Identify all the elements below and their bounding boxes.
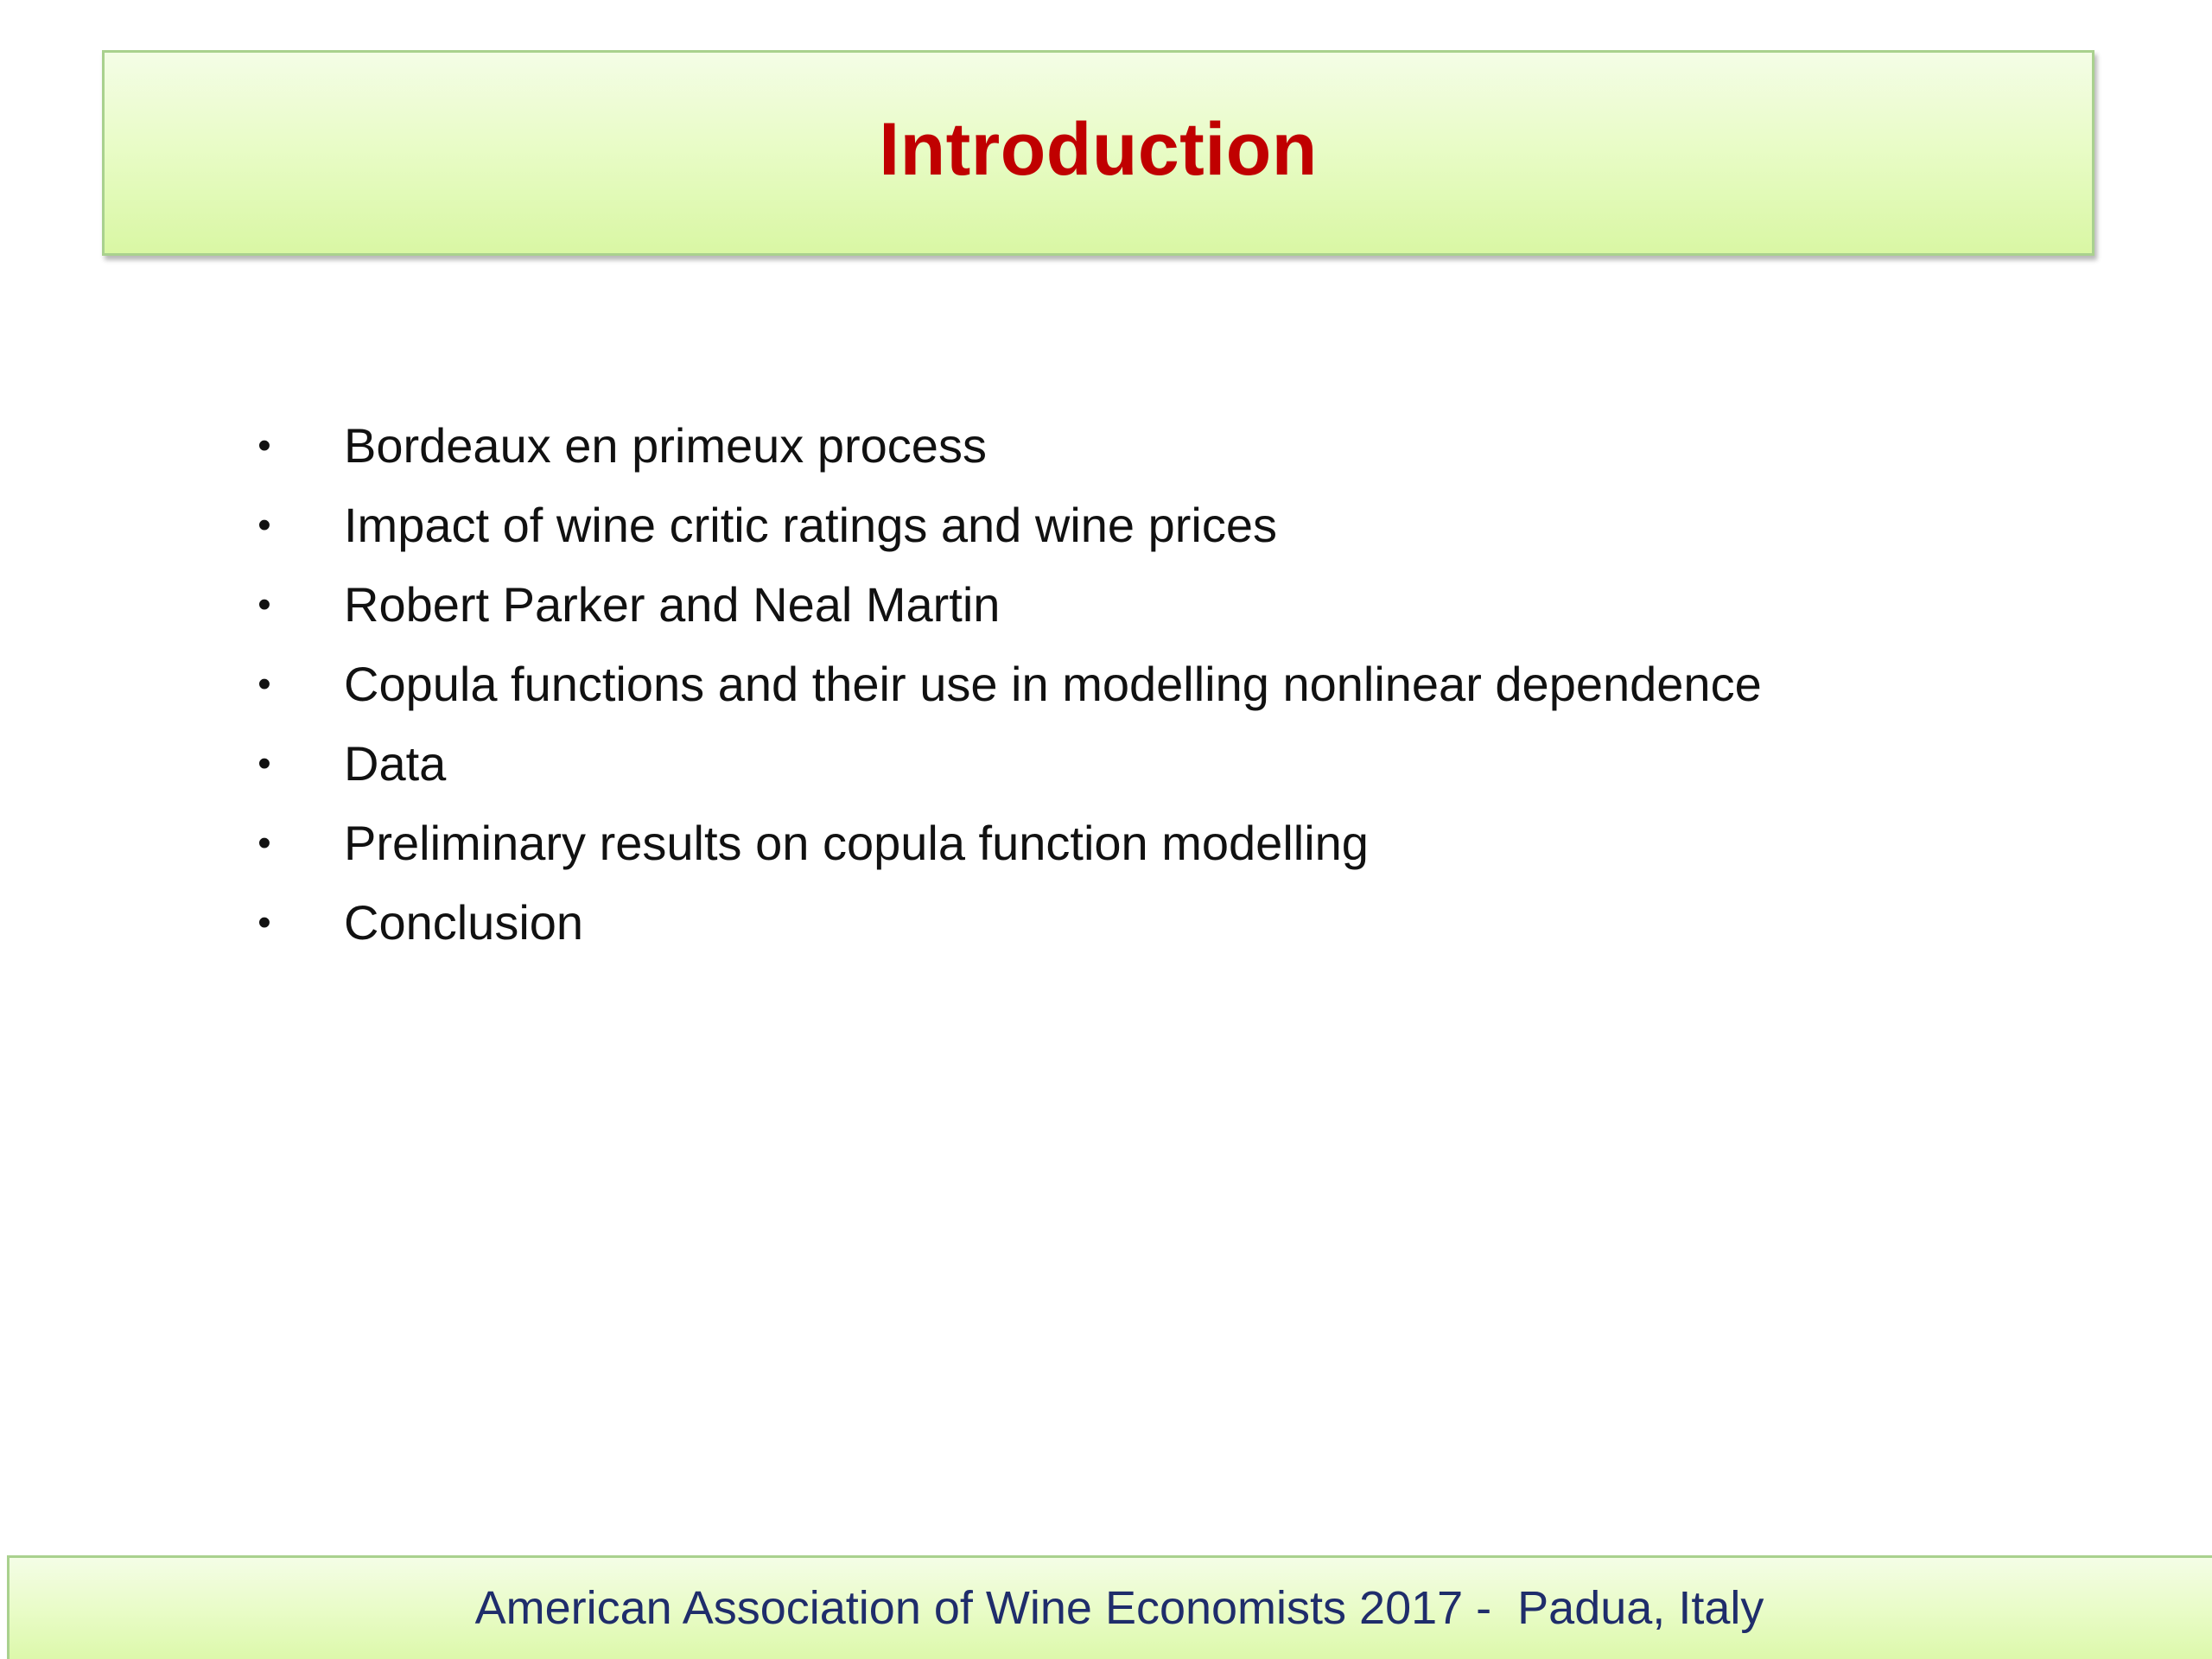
slide-title: Introduction xyxy=(879,108,1318,191)
bullet-icon: • xyxy=(257,822,271,864)
bullet-text: Impact of wine critic ratings and wine prices xyxy=(344,498,1277,552)
bullet-icon: • xyxy=(257,424,271,467)
bullet-icon: • xyxy=(257,504,271,546)
bullet-icon: • xyxy=(257,901,271,944)
bullet-text: Bordeaux en primeux process xyxy=(344,418,987,473)
bullet-text: Data xyxy=(344,736,447,791)
bullet-icon: • xyxy=(257,583,271,626)
bullet-text: Robert Parker and Neal Martin xyxy=(344,577,1001,632)
bullet-icon: • xyxy=(257,663,271,705)
footer-banner xyxy=(7,1555,2212,1659)
bullet-text: Copula functions and their use in modelling nonlinear dependence xyxy=(344,657,1762,711)
footer-text: American Association of Wine Economists 2017 - Padua, Italy xyxy=(474,1581,1764,1634)
bullet-text: Preliminary results on copula function modelling xyxy=(344,816,1369,870)
title-banner xyxy=(102,50,2094,256)
bullet-icon: • xyxy=(257,742,271,785)
bullet-text: Conclusion xyxy=(344,895,584,950)
